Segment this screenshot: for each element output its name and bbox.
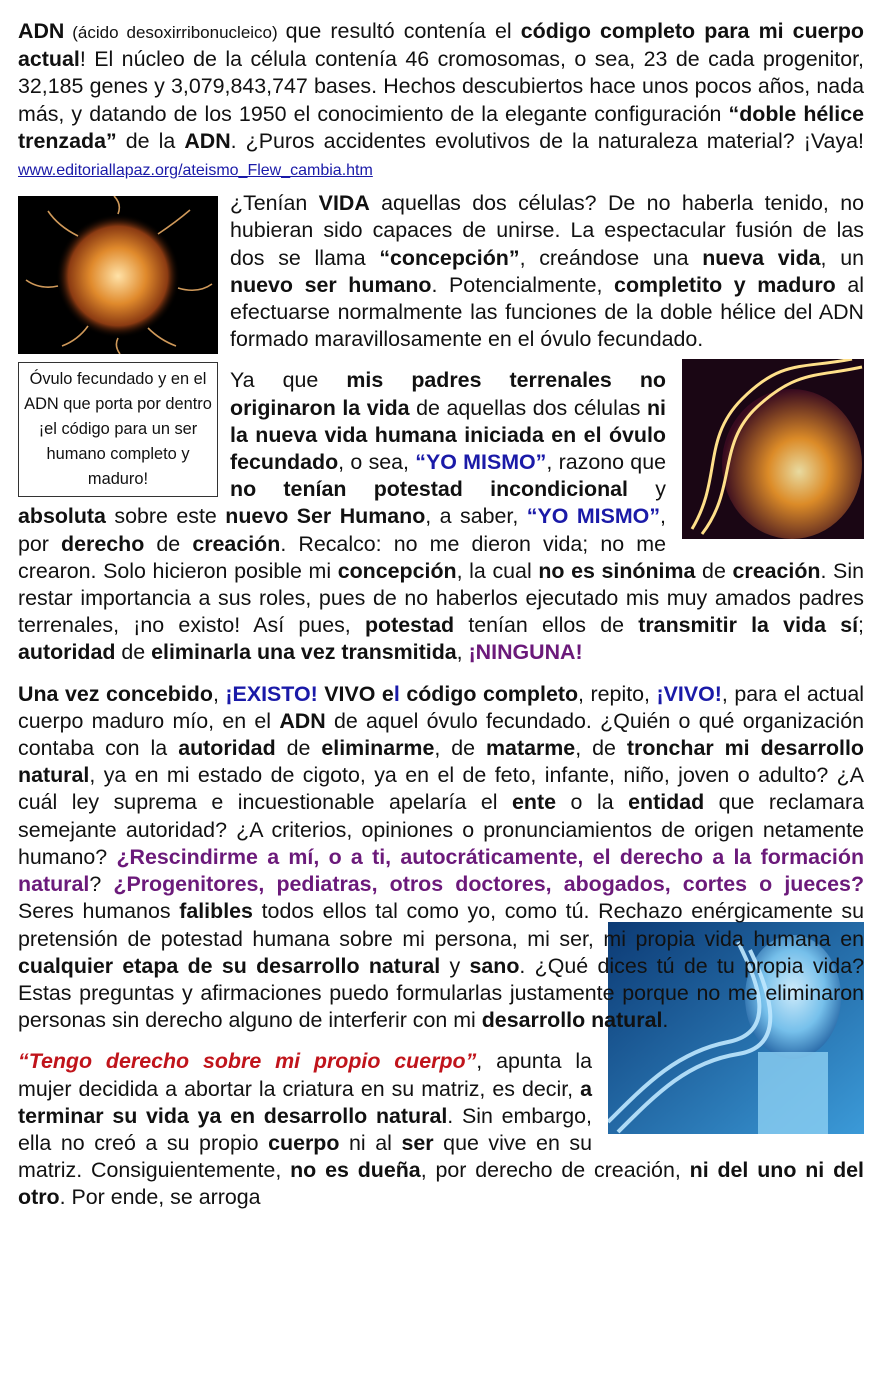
text-run: VIDA	[318, 191, 370, 216]
text-run: código completo	[406, 681, 579, 706]
text-run: l	[393, 681, 407, 706]
text-run: no es sinónima	[538, 558, 696, 583]
text-run: nuevo Ser Humano	[225, 504, 426, 529]
text-run: . Potencialmente,	[431, 272, 615, 297]
text-run: ¿Progenitores, pediatras, otros doctores, abogados, cortes o jueces?	[113, 872, 865, 897]
text-run: , creándose una	[519, 245, 703, 270]
text-run: creación	[732, 558, 821, 583]
text-run: ¡NINGUNA!	[468, 640, 583, 665]
text-run: , razono que	[546, 450, 666, 475]
text-run: . Sin embargo, ella no creó a su propio	[18, 1103, 592, 1155]
text-run: y	[628, 477, 667, 502]
text-run: sano	[469, 953, 520, 978]
text-run: “concepción”	[379, 245, 520, 270]
text-run: cuerpo	[268, 1130, 340, 1155]
text-run: , de	[434, 736, 487, 761]
text-run: código completo para mi cuerpo actual	[18, 19, 864, 72]
text-run: creación	[192, 531, 281, 556]
text-run: , apunta la mujer decidida a abortar la criatura en su matriz, es decir,	[18, 1049, 592, 1101]
text-run: de la	[116, 128, 185, 153]
document-page	[18, 18, 864, 1212]
text-run: todos ellos tal como yo, como tú. Rechazo enérgicamente su pretensión de potestad humana sobre mi persona, mi ser, mi propia vida humana en	[18, 899, 864, 951]
text-run: potestad	[364, 613, 455, 638]
text-run: sobre este	[105, 504, 226, 529]
text-run: , o sea,	[338, 450, 416, 475]
text-run: que resultó contenía el	[285, 19, 521, 43]
text-run: tenían ellos de	[454, 613, 639, 638]
text-run: completito y maduro	[614, 272, 836, 297]
text-run: que reclamara semejante autoridad? ¿A criterios, opiniones o pronunciamientos de origen netamente humano?	[18, 790, 864, 869]
text-run: “Tengo derecho sobre mi propio cuerpo”	[18, 1049, 477, 1074]
text-run: VIVO e	[317, 681, 394, 706]
text-run: , ya en mi estado de cigoto, ya en el de feto, infante, niño, joven o adulto? ¿A cuál ley suprema e incuestionable apelaría el	[18, 763, 864, 815]
text-run: o la	[556, 790, 629, 815]
text-run: eliminarme	[321, 736, 435, 761]
text-run: ni del uno ni del otro	[18, 1158, 864, 1210]
text-run: aquellas dos células? De no haberla tenido, no hubieran sido capaces de unirse. La espectacular fusión de las dos se llama	[230, 191, 864, 270]
source-link[interactable]: www.editoriallapaz.org/ateismo_Flew_cambia.htm	[18, 162, 373, 180]
text-run: a terminar su vida ya en desarrollo natural	[18, 1076, 592, 1128]
text-run: cualquier etapa de su desarrollo natural	[18, 953, 441, 978]
text-run: y	[440, 953, 470, 978]
text-run: ente	[512, 790, 557, 815]
fertilized-ovum-image	[18, 196, 218, 354]
figure-ovum	[18, 196, 218, 497]
text-run: , a saber,	[425, 504, 527, 529]
text-run: Seres humanos	[18, 899, 180, 924]
text-run: .	[662, 1008, 669, 1033]
text-run: nuevo ser humano	[230, 272, 432, 297]
text-run: , por derecho de creación,	[420, 1158, 690, 1183]
text-run: autoridad	[178, 736, 276, 761]
text-run: concepción	[337, 558, 457, 583]
text-run: ADN	[18, 19, 65, 43]
text-run: “doble hélice trenzada”	[18, 101, 864, 153]
text-run: ! El núcleo de la célula contenía 46 cromosomas, o sea, 23 de cada progenitor, 32,185 genes y 3,079,843,747 bases. Hechos descubiertos hace unos pocos años, nada más, y datando de los 1950 el conocimiento de la elegante configuración	[18, 47, 864, 126]
text-run: no tenían potestad incondicional	[230, 477, 629, 502]
text-run: Una vez concebido	[18, 681, 213, 706]
text-run: ni al	[339, 1130, 402, 1155]
text-run: . Recalco: no me dieron vida; no me crearon. Solo hicieron posible mi	[18, 531, 666, 583]
text-run: ?	[89, 872, 114, 897]
text-run: desarrollo natural	[481, 1008, 663, 1033]
text-run: eliminarla una vez transmitida	[151, 640, 457, 665]
text-run: de aquel óvulo fecundado. ¿Quién o qué organización contaba con la	[18, 708, 864, 761]
text-run: al efectuarse normalmente las funciones de la doble hélice del ADN formado maravillosamente en el óvulo fecundado.	[230, 272, 864, 352]
text-run: nueva vida	[702, 245, 821, 270]
text-run: de	[275, 736, 322, 761]
text-run: derecho	[61, 531, 145, 556]
text-run: . Sin restar importancia a sus roles, pues de no haberlos ejecutado mis muy amados padres terrenales, ¡no existo! Así pues,	[18, 558, 864, 638]
text-run: entidad	[628, 790, 705, 815]
paragraph-4	[18, 681, 864, 1035]
text-run: tronchar mi desarrollo natural	[18, 736, 865, 788]
text-run: mis padres terrenales no originaron la vida	[230, 368, 667, 420]
paragraph-1	[18, 18, 864, 184]
text-run: ¿Tenían	[230, 191, 319, 216]
text-run: , de	[575, 736, 627, 761]
text-run: ¡VIVO!	[656, 681, 722, 706]
text-run: de	[115, 640, 152, 665]
text-run: , repito,	[578, 681, 657, 706]
text-run: de	[695, 558, 733, 583]
text-run: de	[144, 531, 193, 556]
fetus-dna-image	[682, 359, 864, 539]
text-run: “YO MISMO”	[526, 504, 661, 529]
text-run: no es dueña	[290, 1158, 421, 1183]
text-run: ADN	[184, 128, 231, 153]
text-run: ,	[212, 681, 226, 706]
text-run: falibles	[179, 899, 253, 924]
text-run: . ¿Puros accidentes evolutivos de la naturaleza material? ¡Vaya!	[230, 128, 864, 153]
text-run: ser	[401, 1130, 434, 1155]
text-run: , para el actual cuerpo maduro mío, en el	[18, 681, 864, 733]
text-run: , por	[18, 504, 666, 556]
text-run: de aquellas dos células	[409, 395, 647, 420]
text-run: ¡EXISTO!	[225, 681, 318, 706]
text-run: ni la nueva vida humana iniciada en el óvulo fecundado	[230, 395, 666, 475]
text-run: matarme	[486, 736, 576, 761]
text-run: Ya que	[230, 368, 347, 393]
text-run: autoridad	[18, 640, 116, 665]
text-run: ¿Rescindirme a mí, o a ti, autocráticamente, el derecho a la formación natural	[18, 844, 865, 897]
text-run: , un	[820, 245, 864, 270]
text-run: (ácido desoxirribonucleico)	[64, 23, 286, 42]
text-run: absoluta	[18, 504, 106, 529]
text-run: ,	[456, 640, 469, 665]
text-run: ;	[858, 613, 864, 638]
text-run: ADN	[279, 708, 326, 733]
text-run: “YO MISMO”	[415, 450, 547, 475]
text-run: , la cual	[456, 558, 539, 583]
text-run: transmitir la vida sí	[638, 613, 859, 638]
text-run: . ¿Qué dices tú de tu propia vida? Estas preguntas y afirmaciones puedo formularlas justamente porque no me eliminaron personas sin derecho alguno de interferir con mi	[18, 953, 864, 1033]
text-run: que vive en su matriz. Consiguientemente,	[18, 1130, 593, 1183]
text-run: . Por ende, se arroga	[59, 1185, 261, 1210]
figure-caption: Óvulo fecundado y en el ADN que porta por dentro ¡el código para un ser humano completo y maduro!	[18, 362, 218, 497]
